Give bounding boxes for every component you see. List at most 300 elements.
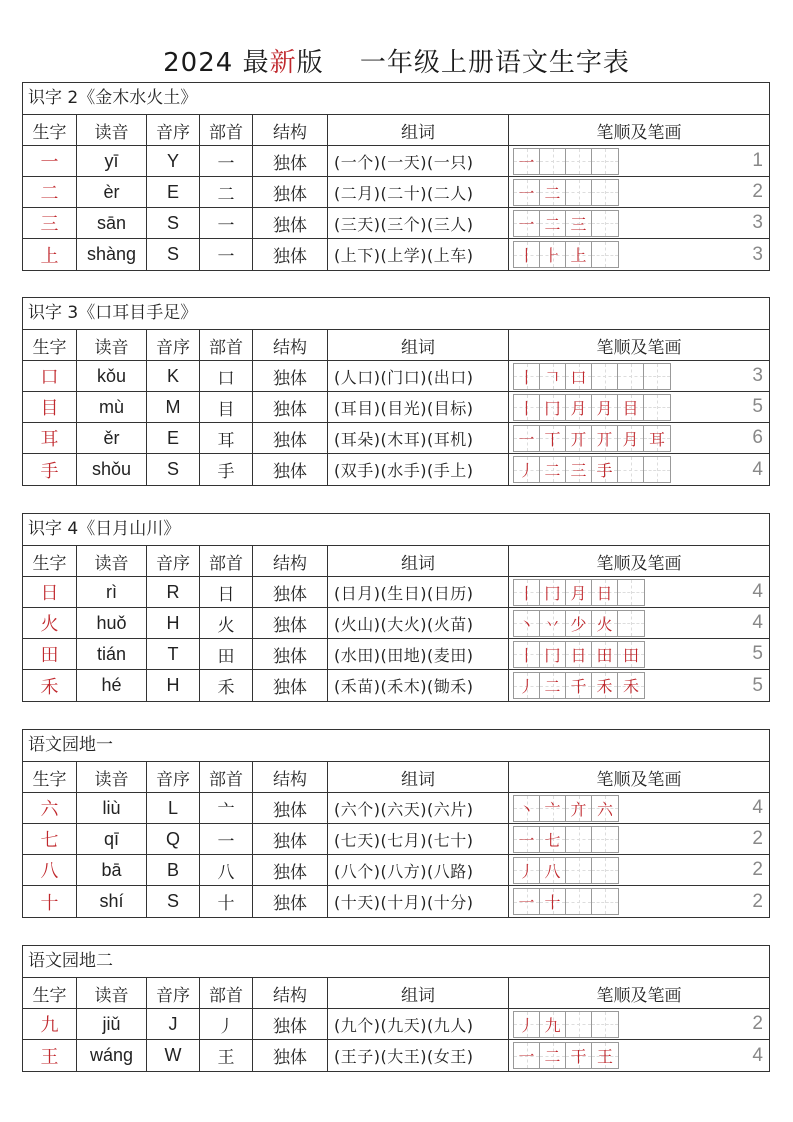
stroke-step: 一 — [518, 830, 535, 850]
stroke-step: 手 — [596, 461, 613, 480]
column-header: 生字 — [23, 762, 77, 792]
stroke-box — [514, 426, 540, 451]
section-table — [22, 513, 770, 702]
stroke-grid — [513, 179, 619, 206]
character-cell: 九 — [23, 1009, 77, 1039]
radical-cell: 丿 — [200, 1009, 253, 1039]
stroke-step: 火 — [596, 614, 613, 634]
section-title: 语文园地二 — [23, 946, 769, 978]
stroke-box — [540, 1043, 566, 1068]
stroke-count: 3 — [752, 212, 763, 233]
stroke-step: 日 — [596, 583, 613, 603]
stroke-step: 一 — [518, 183, 535, 203]
stroke-step: 丨 — [518, 645, 535, 665]
stroke-step: 目 — [622, 398, 639, 418]
radical-cell: 十 — [200, 886, 253, 917]
stroke-step: 丷 — [544, 614, 561, 634]
stroke-box — [514, 364, 540, 389]
stroke-box — [540, 242, 566, 267]
stroke-step: 口 — [570, 367, 587, 387]
section-title: 语文园地一 — [23, 730, 769, 762]
stroke-box — [566, 642, 592, 667]
stroke-box — [514, 211, 540, 236]
word-group-cell: (双手)(水手)(手上) — [328, 454, 509, 485]
column-header: 部首 — [200, 115, 253, 145]
stroke-box — [514, 827, 540, 852]
column-header: 结构 — [253, 330, 328, 360]
stroke-box — [592, 426, 618, 451]
header-row — [23, 762, 769, 793]
stroke-box — [592, 1043, 618, 1068]
stroke-grid — [513, 363, 671, 390]
stroke-count: 2 — [752, 859, 763, 880]
stroke-count: 3 — [752, 365, 763, 386]
stroke-box — [514, 796, 540, 821]
stroke-step: 丅 — [544, 429, 561, 449]
stroke-count: 4 — [752, 458, 763, 480]
column-header: 音序 — [147, 115, 200, 145]
table-row — [23, 577, 769, 608]
stroke-step: 冂 — [544, 645, 561, 665]
stroke-box — [592, 642, 618, 667]
pinyin-cell: shí — [77, 886, 147, 917]
stroke-box — [540, 858, 566, 883]
pinyin-cell: huǒ — [77, 608, 147, 638]
table-row — [23, 146, 769, 177]
stroke-box — [592, 457, 618, 482]
character-cell: 禾 — [23, 670, 77, 701]
column-header: 读音 — [77, 330, 147, 360]
stroke-step: 日 — [570, 645, 587, 665]
stroke-box — [644, 426, 670, 451]
table-row — [23, 886, 769, 917]
stroke-step: 九 — [544, 1015, 561, 1035]
stroke-box — [566, 211, 592, 236]
character-cell: 八 — [23, 855, 77, 885]
column-header: 部首 — [200, 762, 253, 792]
letter-order-cell: E — [147, 177, 200, 207]
title-prefix: 2024 最 — [163, 48, 270, 78]
stroke-box — [514, 889, 540, 914]
stroke-box — [540, 796, 566, 821]
stroke-count: 6 — [752, 427, 763, 448]
stroke-step: 月 — [596, 398, 613, 418]
radical-cell: 八 — [200, 855, 253, 885]
pinyin-cell: yī — [77, 146, 147, 176]
stroke-box — [566, 580, 592, 605]
column-header: 结构 — [253, 762, 328, 792]
column-header: 笔顺及笔画 — [596, 985, 682, 1006]
stroke-step: 冂 — [544, 583, 561, 603]
stroke-box — [540, 457, 566, 482]
stroke-box — [644, 364, 670, 389]
column-header: 音序 — [147, 978, 200, 1008]
character-cell: 火 — [23, 608, 77, 638]
table-row — [23, 392, 769, 423]
stroke-order-cell — [509, 146, 769, 176]
character-cell: 二 — [23, 177, 77, 207]
stroke-box — [566, 796, 592, 821]
stroke-step: 王 — [596, 1047, 613, 1066]
stroke-step: 丌 — [570, 429, 587, 449]
pinyin-cell: hé — [77, 670, 147, 701]
table-row — [23, 177, 769, 208]
character-cell: 一 — [23, 146, 77, 176]
structure-cell: 独体 — [253, 239, 328, 270]
pinyin-cell: sān — [77, 208, 147, 238]
stroke-count: 3 — [752, 243, 763, 265]
column-header: 结构 — [253, 546, 328, 576]
stroke-box — [566, 1012, 592, 1037]
stroke-box — [566, 242, 592, 267]
structure-cell: 独体 — [253, 392, 328, 422]
stroke-box — [514, 858, 540, 883]
stroke-grid — [513, 888, 619, 915]
column-header: 部首 — [200, 546, 253, 576]
word-group-cell: (七天)(七月)(七十) — [328, 824, 509, 854]
stroke-grid — [513, 210, 619, 237]
title-accent: 新 — [269, 48, 297, 78]
column-header: 生字 — [23, 115, 77, 145]
stroke-box — [514, 673, 540, 698]
stroke-box — [618, 673, 644, 698]
stroke-step: 田 — [622, 645, 639, 665]
stroke-box — [514, 395, 540, 420]
stroke-step: 田 — [596, 645, 613, 665]
stroke-box — [592, 211, 618, 236]
stroke-order-cell — [509, 454, 769, 485]
radical-cell: 亠 — [200, 793, 253, 823]
stroke-box — [566, 457, 592, 482]
stroke-box — [514, 1043, 540, 1068]
radical-cell: 火 — [200, 608, 253, 638]
title-suffix: 版 一年级上册语文生字表 — [296, 48, 630, 78]
stroke-step: 丶 — [518, 614, 535, 634]
letter-order-cell: B — [147, 855, 200, 885]
table-row — [23, 670, 769, 701]
structure-cell: 独体 — [253, 423, 328, 453]
stroke-step: 一 — [518, 152, 535, 172]
stroke-count: 2 — [752, 890, 763, 912]
stroke-box — [566, 426, 592, 451]
word-group-cell: (十天)(十月)(十分) — [328, 886, 509, 917]
column-header: 音序 — [147, 330, 200, 360]
stroke-box — [618, 642, 644, 667]
structure-cell: 独体 — [253, 1040, 328, 1071]
section-title: 识字 2《金木水火土》 — [23, 83, 769, 115]
page-title — [0, 42, 793, 79]
structure-cell: 独体 — [253, 577, 328, 607]
pinyin-cell: rì — [77, 577, 147, 607]
section-table — [22, 82, 770, 271]
stroke-box — [592, 858, 618, 883]
structure-cell: 独体 — [253, 208, 328, 238]
stroke-count: 4 — [752, 797, 763, 818]
column-header: 生字 — [23, 330, 77, 360]
stroke-step: 六 — [596, 799, 613, 819]
stroke-box — [540, 889, 566, 914]
letter-order-cell: H — [147, 608, 200, 638]
radical-cell: 一 — [200, 239, 253, 270]
stroke-count: 4 — [752, 1044, 763, 1066]
column-header: 生字 — [23, 546, 77, 576]
stroke-order-cell — [509, 793, 769, 823]
radical-cell: 田 — [200, 639, 253, 669]
pinyin-cell: bā — [77, 855, 147, 885]
column-header: 组词 — [328, 115, 509, 145]
stroke-box — [514, 149, 540, 174]
letter-order-cell: E — [147, 423, 200, 453]
stroke-box — [618, 580, 644, 605]
stroke-step: 一 — [518, 429, 535, 449]
stroke-box — [592, 827, 618, 852]
character-cell: 耳 — [23, 423, 77, 453]
stroke-grid — [513, 795, 619, 822]
structure-cell: 独体 — [253, 639, 328, 669]
stroke-order-cell — [509, 886, 769, 917]
word-group-cell: (禾苗)(禾木)(锄禾) — [328, 670, 509, 701]
stroke-box — [514, 1012, 540, 1037]
stroke-step: 二 — [544, 461, 561, 480]
stroke-order-cell — [509, 208, 769, 238]
stroke-step: 干 — [570, 1047, 587, 1066]
radical-cell: 一 — [200, 208, 253, 238]
letter-order-cell: K — [147, 361, 200, 391]
letter-order-cell: M — [147, 392, 200, 422]
column-header: 读音 — [77, 978, 147, 1008]
section-table — [22, 297, 770, 486]
stroke-box — [540, 364, 566, 389]
letter-order-cell: S — [147, 239, 200, 270]
stroke-step: 一 — [518, 893, 535, 912]
stroke-step: 耳 — [648, 429, 665, 449]
stroke-box — [592, 180, 618, 205]
column-header: 部首 — [200, 330, 253, 360]
stroke-order-cell — [509, 423, 769, 453]
pinyin-cell: ěr — [77, 423, 147, 453]
stroke-order-cell — [509, 361, 769, 391]
stroke-box — [514, 611, 540, 636]
stroke-grid — [513, 1011, 619, 1038]
structure-cell: 独体 — [253, 793, 328, 823]
column-header: 读音 — [77, 115, 147, 145]
pinyin-cell: èr — [77, 177, 147, 207]
table-row — [23, 855, 769, 886]
stroke-count: 2 — [752, 1013, 763, 1034]
stroke-grid — [513, 456, 671, 483]
column-header: 音序 — [147, 762, 200, 792]
stroke-box — [514, 580, 540, 605]
stroke-grid — [513, 241, 619, 268]
stroke-step: 丨 — [518, 398, 535, 418]
stroke-step: 禾 — [596, 677, 613, 696]
stroke-step: 七 — [544, 830, 561, 850]
column-header: 组词 — [328, 330, 509, 360]
letter-order-cell: T — [147, 639, 200, 669]
table-row — [23, 239, 769, 270]
stroke-count: 4 — [752, 581, 763, 602]
letter-order-cell: S — [147, 886, 200, 917]
character-cell: 六 — [23, 793, 77, 823]
stroke-order-cell — [509, 824, 769, 854]
section-table — [22, 945, 770, 1072]
stroke-count: 2 — [752, 828, 763, 849]
header-row — [23, 330, 769, 361]
stroke-step: ⺊ — [544, 246, 561, 265]
stroke-step: 二 — [544, 183, 561, 203]
table-row — [23, 361, 769, 392]
table-row — [23, 208, 769, 239]
stroke-step: 三 — [570, 214, 587, 234]
radical-cell: 耳 — [200, 423, 253, 453]
stroke-order-cell — [509, 392, 769, 422]
word-group-cell: (九个)(九天)(九人) — [328, 1009, 509, 1039]
stroke-count: 4 — [752, 612, 763, 633]
stroke-order-cell — [509, 577, 769, 607]
stroke-count: 2 — [752, 181, 763, 202]
letter-order-cell: Q — [147, 824, 200, 854]
stroke-box — [540, 211, 566, 236]
stroke-step: 一 — [518, 1047, 535, 1066]
stroke-box — [592, 611, 618, 636]
stroke-step: 丨 — [518, 583, 535, 603]
stroke-box — [540, 180, 566, 205]
letter-order-cell: R — [147, 577, 200, 607]
table-row — [23, 1009, 769, 1040]
stroke-box — [540, 395, 566, 420]
stroke-step: 二 — [544, 1047, 561, 1066]
stroke-step: 丿 — [518, 461, 535, 480]
word-group-cell: (上下)(上学)(上车) — [328, 239, 509, 270]
letter-order-cell: Y — [147, 146, 200, 176]
radical-cell: 二 — [200, 177, 253, 207]
stroke-box — [644, 395, 670, 420]
character-cell: 王 — [23, 1040, 77, 1071]
stroke-step: 丶 — [518, 799, 535, 819]
stroke-box — [540, 580, 566, 605]
stroke-step: 八 — [544, 861, 561, 881]
radical-cell: 禾 — [200, 670, 253, 701]
stroke-box — [592, 395, 618, 420]
stroke-box — [540, 673, 566, 698]
section-table — [22, 729, 770, 918]
column-header: 组词 — [328, 762, 509, 792]
stroke-order-cell — [509, 855, 769, 885]
header-row — [23, 978, 769, 1009]
pinyin-cell: wáng — [77, 1040, 147, 1071]
stroke-box — [618, 611, 644, 636]
pinyin-cell: qī — [77, 824, 147, 854]
stroke-order-cell — [509, 1040, 769, 1071]
stroke-box — [618, 426, 644, 451]
stroke-box — [644, 457, 670, 482]
stroke-box — [592, 889, 618, 914]
stroke-box — [618, 395, 644, 420]
stroke-step: 丿 — [518, 1015, 535, 1035]
character-cell: 口 — [23, 361, 77, 391]
stroke-order-cell — [509, 239, 769, 270]
stroke-grid — [513, 579, 645, 606]
character-cell: 目 — [23, 392, 77, 422]
stroke-order-cell — [509, 608, 769, 638]
stroke-order-cell — [509, 670, 769, 701]
stroke-grid — [513, 641, 645, 668]
letter-order-cell: S — [147, 208, 200, 238]
word-group-cell: (八个)(八方)(八路) — [328, 855, 509, 885]
stroke-order-cell — [509, 639, 769, 669]
stroke-box — [514, 457, 540, 482]
stroke-step: 丌 — [596, 429, 613, 449]
letter-order-cell: S — [147, 454, 200, 485]
table-row — [23, 793, 769, 824]
structure-cell: 独体 — [253, 855, 328, 885]
word-group-cell: (水田)(田地)(麦田) — [328, 639, 509, 669]
stroke-count: 5 — [752, 643, 763, 664]
stroke-step: 亠 — [544, 799, 561, 819]
stroke-box — [592, 673, 618, 698]
stroke-box — [540, 426, 566, 451]
column-header: 音序 — [147, 546, 200, 576]
radical-cell: 王 — [200, 1040, 253, 1071]
stroke-grid — [513, 1042, 619, 1069]
pinyin-cell: mù — [77, 392, 147, 422]
word-group-cell: (一个)(一天)(一只) — [328, 146, 509, 176]
stroke-step: 丿 — [518, 861, 535, 881]
word-group-cell: (六个)(六天)(六片) — [328, 793, 509, 823]
stroke-box — [514, 642, 540, 667]
column-header: 读音 — [77, 546, 147, 576]
stroke-box — [566, 827, 592, 852]
character-cell: 田 — [23, 639, 77, 669]
radical-cell: 目 — [200, 392, 253, 422]
structure-cell: 独体 — [253, 177, 328, 207]
stroke-count: 1 — [752, 150, 763, 171]
pinyin-cell: kǒu — [77, 361, 147, 391]
stroke-box — [592, 149, 618, 174]
stroke-grid — [513, 610, 645, 637]
structure-cell: 独体 — [253, 608, 328, 638]
stroke-step: 𠃍 — [544, 367, 561, 387]
stroke-count: 5 — [752, 674, 763, 696]
header-row — [23, 546, 769, 577]
pinyin-cell: shàng — [77, 239, 147, 270]
stroke-box — [540, 642, 566, 667]
stroke-step: 十 — [544, 893, 561, 912]
stroke-grid — [513, 826, 619, 853]
stroke-step: 丿 — [518, 677, 535, 696]
table-row — [23, 423, 769, 454]
stroke-order-cell — [509, 177, 769, 207]
pinyin-cell: liù — [77, 793, 147, 823]
table-row — [23, 824, 769, 855]
character-cell: 手 — [23, 454, 77, 485]
table-row — [23, 454, 769, 485]
character-cell: 三 — [23, 208, 77, 238]
column-header: 笔顺及笔画 — [596, 337, 682, 358]
stroke-grid — [513, 672, 645, 699]
letter-order-cell: H — [147, 670, 200, 701]
letter-order-cell: J — [147, 1009, 200, 1039]
column-header: 生字 — [23, 978, 77, 1008]
stroke-box — [566, 673, 592, 698]
radical-cell: 手 — [200, 454, 253, 485]
structure-cell: 独体 — [253, 454, 328, 485]
stroke-box — [566, 1043, 592, 1068]
radical-cell: 日 — [200, 577, 253, 607]
stroke-order-cell — [509, 1009, 769, 1039]
stroke-box — [618, 457, 644, 482]
stroke-box — [592, 1012, 618, 1037]
